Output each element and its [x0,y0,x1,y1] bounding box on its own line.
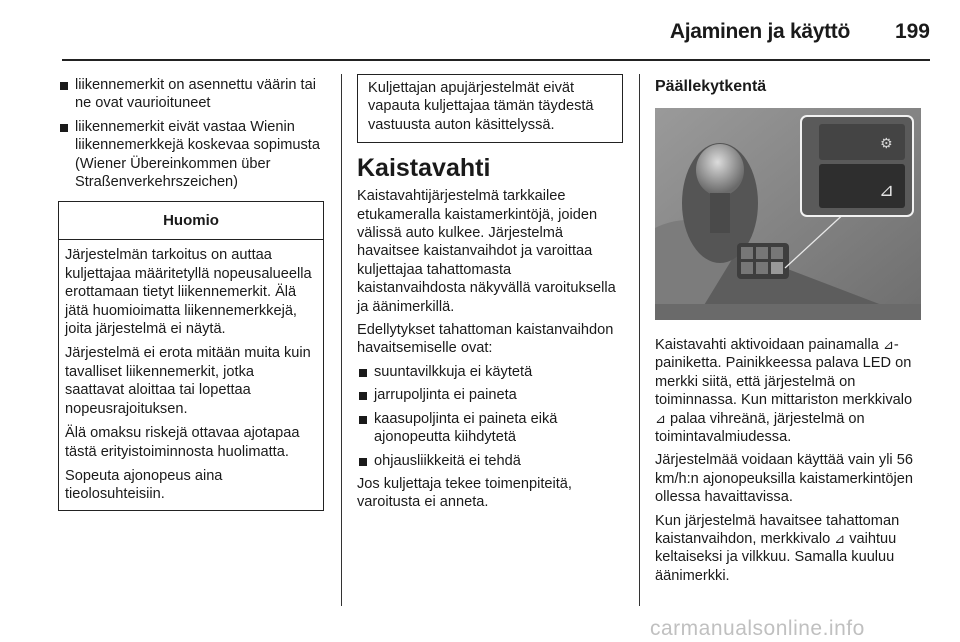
bullet-marker [359,416,367,424]
activation-paragraph: Kaistavahti aktivoidaan painamalla ⊿-painiketta. Painikkeessa palava LED on merkki siitä, että järjestelmä on toiminnassa. Kun mittariston merkkivalo ⊿ palaa vihreänä, järjestelmä on toimintavalmiudessa. [655,337,913,446]
section-title: Ajaminen ja käyttö [669,20,850,43]
bullet-marker [60,82,68,90]
console-photo [655,108,921,320]
page-number: 199 [894,20,930,43]
conditions-intro: Edellytykset tahattoman kaistanvaihdon havaitsemiselle ovat: [357,322,614,357]
notice-paragraph: Älä omaksu riskejä ottavaa ajotapaa tästä erityistoiminnosta huolimatta. [65,425,300,460]
section-heading: Kaistavahti [357,154,491,183]
notice-box [58,201,324,510]
list-item: liikennemerkit eivät vastaa Wienin liikennemerkkejä koskevaa sopimusta (Wiener Übereinkommen über Straßenverkehrszeichen) [58,118,324,192]
notice-paragraph: Järjestelmän tarkoitus on auttaa kuljettajaa määritetyllä nopeusalueella erottamaan tietyt liikennemerkit. Älä jätä huomioimatta liikennemerkkejä, joita järjestelmä ei näytä. [65,247,312,338]
notice-paragraph: Järjestelmä ei erota mitään muita kuin tavalliset liikennemerkit, jotka saattavat aloittaa tai lopettaa nopeusrajoituksen. [65,345,311,417]
column-1 [58,76,324,511]
notice-title: Huomio [59,202,323,240]
column-divider-2 [639,74,640,606]
watermark: carmanualsonline.info [650,617,865,640]
list-item: jarrupoljinta ei paineta [357,386,623,404]
lane-assist-icon: ⊿ [882,337,894,352]
column-divider-1 [341,74,342,606]
bullet-marker [359,392,367,400]
bullet-marker [359,369,367,377]
speed-paragraph: Järjestelmää voidaan käyttää vain yli 56 km/h:n ajonopeuksilla kaistamerkintöjen ollessa havaittavissa. [655,452,913,506]
warning-paragraph: Kun järjestelmä havaitsee tahattoman kaistanvaihdon, merkkivalo ⊿ vaihtuu keltaiseksi ja vilkkuu. Samalla kuuluu äänimerkki. [655,512,900,584]
header-divider [62,59,930,61]
bullet-marker [359,458,367,466]
lane-assist-icon: ⊿ [834,531,846,547]
column-2 [357,74,623,517]
console-illustration [655,108,921,320]
svg-text:⚙: ⚙ [880,136,893,152]
list-item: suuntavilkkuja ei käytetä [357,363,623,381]
outro-paragraph: Jos kuljettaja tekee toimenpiteitä, varoitusta ei anneta. [357,475,572,511]
lane-assist-icon: ⊿ [655,410,666,426]
driver-assist-note: Kuljettajan apujärjestelmät eivät vapauta kuljettajaa tämän täydestä vastuusta auton käsittelyssä. [357,74,623,143]
list-item: ohjausliikkeitä ei tehdä [357,452,623,470]
subsection-heading: Päällekytkentä [655,78,767,95]
list-item: kaasupoljinta ei paineta eikä ajonopeutta kiihdytetä [357,410,623,447]
intro-paragraph: Kaistavahtijärjestelmä tarkkailee etukameralla kaistamerkintöjä, joiden välissä auto kulkee. Järjestelmä havaitsee kaistanvaihdot ja varoittaa kuljettajaa tahattomasta kaistanvaihdosta näkyvällä varoituksella ja äänimerkillä. [357,188,616,315]
column-3 [655,74,921,590]
notice-paragraph: Sopeuta ajonopeus aina tieolosuhteisiin. [65,467,223,503]
svg-text:⊿: ⊿ [879,180,895,201]
notice-body [59,240,323,509]
list-item: liikennemerkit on asennettu väärin tai ne ovat vaurioituneet [58,76,324,113]
bullet-marker [60,124,68,132]
